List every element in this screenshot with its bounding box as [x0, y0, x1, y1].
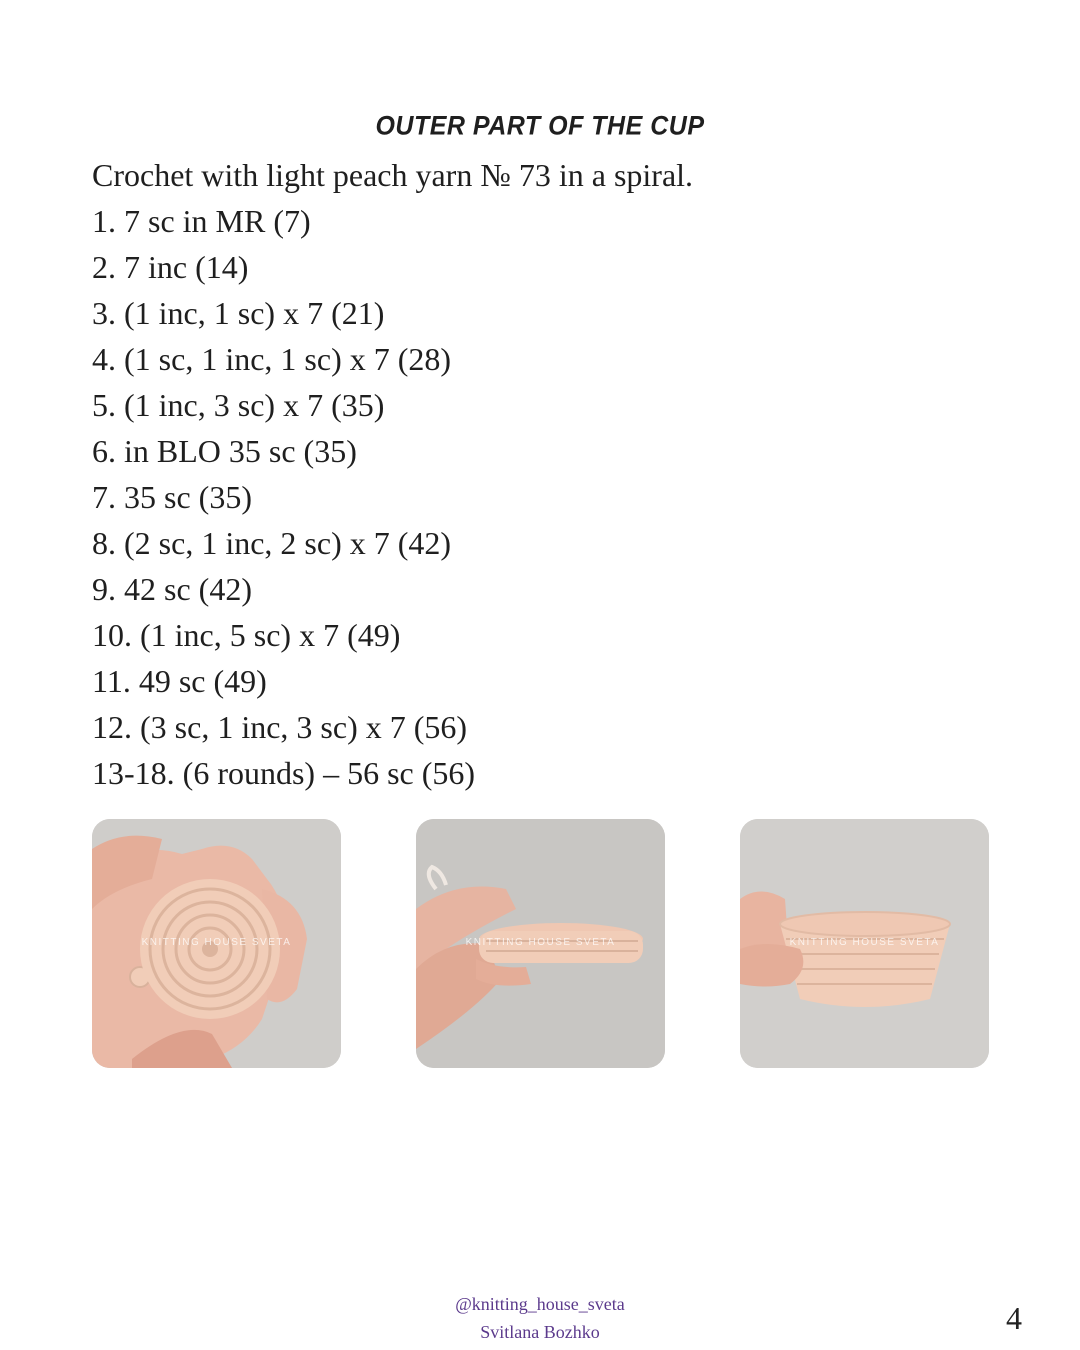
photo-watermark: KNITTING HOUSE SVETA	[465, 937, 616, 948]
author-name: Svitlana Bozhko	[480, 1322, 600, 1342]
step-2: 2. 7 inc (14)	[92, 249, 249, 285]
step-7: 7. 35 sc (35)	[92, 479, 252, 515]
photo-watermark: KNITTING HOUSE SVETA	[789, 937, 940, 948]
page-number: 4	[1006, 1300, 1022, 1336]
step-8: 8. (2 sc, 1 inc, 2 sc) x 7 (42)	[92, 525, 452, 561]
step-4: 4. (1 sc, 1 inc, 1 sc) x 7 (28)	[92, 341, 452, 377]
step-3: 3. (1 inc, 1 sc) x 7 (21)	[92, 295, 385, 331]
step-10: 10. (1 inc, 5 sc) x 7 (49)	[92, 617, 401, 653]
step-12: 12. (3 sc, 1 inc, 3 sc) x 7 (56)	[92, 709, 468, 745]
photo-flat-circle	[92, 819, 341, 1068]
step-13-18: 13-18. (6 rounds) – 56 sc (56)	[92, 755, 476, 791]
photo-row	[92, 819, 989, 1068]
step-6: 6. in BLO 35 sc (35)	[92, 433, 357, 469]
footer	[0, 1290, 1080, 1346]
step-5: 5. (1 inc, 3 sc) x 7 (35)	[92, 387, 385, 423]
step-9: 9. 42 sc (42)	[92, 571, 252, 607]
photo-base-side	[416, 819, 665, 1068]
intro-text: Crochet with light peach yarn № 73 in a spiral.	[92, 157, 694, 193]
photo-cup-shell	[740, 819, 989, 1068]
pattern-instructions	[92, 152, 992, 796]
section-title: OUTER PART OF THE CUP	[375, 110, 705, 142]
photo-watermark: KNITTING HOUSE SVETA	[141, 937, 292, 948]
step-11: 11. 49 sc (49)	[92, 663, 267, 699]
author-handle: @knitting_house_sveta	[455, 1294, 625, 1314]
step-1: 1. 7 sc in MR (7)	[92, 203, 311, 239]
